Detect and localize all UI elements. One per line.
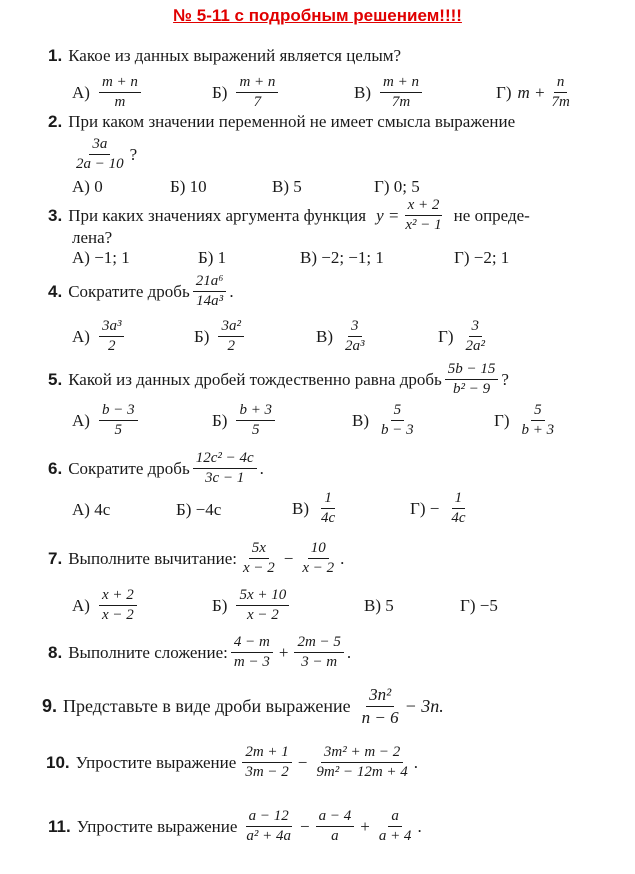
denominator: 7m	[391, 94, 411, 111]
question-text: Какой из данных дробей тождественно равна дробь	[68, 369, 442, 389]
q3-option-b: Б) 1	[198, 248, 227, 267]
question-number: 4.	[48, 281, 63, 301]
question-number: 3.	[48, 205, 63, 225]
question-text: Упростите выражение	[76, 816, 238, 836]
option-label: В)	[352, 410, 369, 430]
fraction	[99, 318, 125, 356]
numerator: 3m² + m − 2	[321, 744, 403, 763]
option-label: Г)	[438, 326, 454, 346]
question-number: 2.	[48, 112, 63, 131]
q6-option-c	[292, 490, 341, 528]
fraction	[99, 402, 138, 440]
denominator: b + 3	[521, 422, 555, 439]
option-label: В)	[292, 498, 309, 518]
fraction	[218, 318, 244, 356]
operator: +	[278, 642, 289, 662]
question-6	[48, 450, 264, 488]
numerator: 3	[469, 318, 483, 337]
q1-option-a	[72, 74, 144, 112]
question-9	[42, 685, 444, 727]
question-mark: ?	[501, 369, 509, 389]
denominator: 2a³	[345, 338, 365, 355]
option-label: Б)	[212, 82, 228, 102]
fraction	[448, 490, 468, 528]
denominator: 3c − 1	[205, 470, 245, 487]
fraction	[236, 587, 289, 625]
question-text: Упростите выражение	[75, 752, 237, 772]
question-text: Какое из данных выражений является целым?	[68, 46, 402, 65]
operator: −	[300, 816, 310, 836]
option-label: А)	[72, 595, 90, 615]
question-number: 7.	[48, 548, 63, 568]
q2-option-c: В) 5	[272, 177, 302, 196]
fraction	[318, 490, 338, 528]
question-text: Представьте в виде дроби выражение	[63, 695, 351, 716]
question-2	[48, 112, 515, 132]
question-8	[48, 634, 351, 672]
option-label: В)	[354, 82, 371, 102]
question-text-tail: не опреде-	[453, 205, 530, 225]
denominator: 2	[227, 338, 235, 355]
denominator: 2a − 10	[76, 156, 124, 173]
numerator: 5x	[249, 540, 269, 559]
numerator: b − 3	[99, 402, 138, 421]
page-title: № 5-11 с подробным решением!!!!	[173, 6, 462, 25]
fraction	[445, 361, 499, 399]
denominator: 3 − m	[301, 654, 338, 671]
option-label: А)	[72, 410, 90, 430]
q2-option-a: А) 0	[72, 177, 103, 196]
option-label: А)	[72, 82, 90, 102]
denominator: a	[331, 828, 339, 845]
function-name: y =	[376, 205, 400, 225]
q3-option-g: Г) −2; 1	[454, 248, 510, 267]
question-text: Сократите дробь	[68, 458, 190, 478]
numerator: b + 3	[236, 402, 275, 421]
numerator: 3a³	[99, 318, 125, 337]
punctuation: .	[340, 548, 345, 568]
fraction	[99, 74, 141, 112]
numerator: a − 4	[316, 808, 355, 827]
q7-option-a	[72, 587, 140, 625]
denominator: 9m² − 12m + 4	[316, 764, 408, 781]
numerator: 12c² − 4c	[193, 450, 257, 469]
expression-tail: − 3n.	[404, 695, 444, 716]
question-10	[46, 744, 418, 782]
question-number: 11.	[48, 816, 71, 836]
denominator: x − 2	[302, 560, 335, 577]
fraction	[359, 685, 402, 727]
question-5	[48, 361, 509, 399]
numerator: 1	[452, 490, 466, 509]
fraction	[242, 744, 291, 782]
denominator: b² − 9	[453, 381, 491, 398]
q4-option-b	[194, 318, 247, 356]
denominator: b − 3	[381, 422, 414, 439]
fraction	[380, 74, 422, 112]
denominator: 4c	[451, 510, 466, 527]
punctuation: .	[229, 281, 234, 301]
denominator: 7	[253, 94, 262, 111]
question-3	[48, 197, 530, 235]
question-number: 5.	[48, 369, 63, 389]
question-11	[48, 808, 422, 846]
numerator: 10	[308, 540, 329, 559]
denominator: a + 4	[378, 828, 412, 845]
q5-option-a	[72, 402, 141, 440]
option-label: Г)	[494, 410, 510, 430]
fraction	[193, 450, 257, 488]
q3-option-c: В) −2; −1; 1	[300, 248, 384, 267]
numerator: 2m + 1	[242, 744, 291, 763]
fraction	[294, 634, 343, 672]
q2-expression	[70, 136, 137, 174]
numerator: 3	[348, 318, 362, 337]
q6-option-a: А) 4c	[72, 500, 111, 519]
denominator: 14a³	[196, 293, 224, 310]
numerator: 3n²	[366, 685, 394, 707]
numerator: n	[554, 74, 568, 93]
numerator: 5b − 15	[445, 361, 499, 380]
q7-option-g: Г) −5	[460, 596, 498, 615]
q5-option-b	[212, 402, 278, 440]
denominator: m − 3	[233, 654, 270, 671]
fraction	[519, 402, 558, 440]
question-text: При каком значении переменной не имеет смысла выражение	[68, 112, 516, 131]
numerator: x + 2	[405, 197, 443, 216]
denominator: 5	[252, 422, 260, 439]
q5-option-g	[494, 402, 560, 440]
q1-option-c	[354, 74, 425, 112]
numerator: x + 2	[99, 587, 137, 606]
question-text: Выполните сложение:	[68, 642, 228, 662]
q4-option-a	[72, 318, 127, 356]
denominator: x² − 1	[405, 217, 442, 234]
numerator: a	[388, 808, 402, 827]
fraction	[236, 402, 275, 440]
question-number: 8.	[48, 642, 63, 662]
fraction	[193, 273, 227, 311]
q3-option-a: А) −1; 1	[72, 248, 130, 267]
fraction	[243, 808, 294, 846]
question-number: 1.	[48, 46, 63, 65]
denominator: 3m − 2	[245, 764, 289, 781]
operator: −	[297, 752, 308, 772]
option-label: Г) −	[410, 498, 440, 518]
denominator: 5	[114, 422, 123, 439]
q3-continuation: лена?	[72, 228, 113, 247]
q6-option-g	[410, 490, 472, 528]
option-label: Г)	[496, 82, 512, 102]
q4-option-g	[438, 318, 491, 356]
question-text: Сократите дробь	[68, 281, 190, 301]
fraction	[463, 318, 489, 356]
option-label: Б)	[212, 595, 228, 615]
operator: −	[283, 548, 294, 568]
numerator: 5	[531, 402, 545, 421]
numerator: 5x + 10	[236, 587, 289, 606]
fraction	[378, 402, 417, 440]
fraction	[376, 808, 415, 846]
q1-option-b	[212, 74, 281, 112]
operator: +	[360, 816, 370, 836]
q1-option-g	[496, 74, 576, 112]
numerator: m + n	[380, 74, 422, 93]
q5-option-c	[352, 402, 420, 440]
q2-option-b: Б) 10	[170, 177, 207, 196]
option-label: В)	[316, 326, 333, 346]
question-text: Выполните вычитание:	[68, 548, 237, 568]
numerator: 5	[391, 402, 405, 421]
punctuation: .	[417, 816, 422, 836]
option-label: Б)	[194, 326, 210, 346]
numerator: a − 12	[246, 808, 292, 827]
question-1	[48, 46, 401, 66]
denominator: x − 2	[101, 607, 134, 624]
denominator: 7m	[551, 94, 570, 111]
question-7	[48, 540, 344, 578]
denominator: x − 2	[246, 607, 279, 624]
fraction	[73, 136, 127, 174]
denominator: 2a²	[465, 338, 485, 355]
numerator: 3a	[89, 136, 110, 155]
fraction	[299, 540, 337, 578]
q6-option-b: Б) −4c	[176, 500, 222, 519]
denominator: a² + 4a	[246, 828, 291, 845]
option-label: А)	[72, 326, 90, 346]
numerator: 3a²	[218, 318, 244, 337]
option-label: Б)	[212, 410, 228, 430]
question-text: При каких значениях аргумента функция	[68, 205, 367, 225]
q7-option-c: В) 5	[364, 596, 394, 615]
numerator: 4 − m	[231, 634, 273, 653]
question-mark: ?	[129, 144, 138, 164]
question-number: 9.	[42, 695, 58, 716]
q4-option-c	[316, 318, 371, 356]
punctuation: .	[259, 458, 264, 478]
question-number: 10.	[46, 752, 70, 772]
fraction	[231, 634, 273, 672]
fraction	[240, 540, 278, 578]
denominator: n − 6	[361, 707, 399, 727]
numerator: 21a⁶	[193, 273, 227, 292]
numerator: 2m − 5	[294, 634, 343, 653]
fraction	[313, 744, 410, 782]
question-number: 6.	[48, 458, 63, 478]
fraction	[99, 587, 137, 625]
punctuation: .	[413, 752, 419, 772]
q7-option-b	[212, 587, 292, 625]
fraction	[342, 318, 368, 356]
numerator: m + n	[99, 74, 141, 93]
expression-prefix: m +	[517, 82, 546, 102]
fraction	[236, 74, 278, 112]
denominator: m	[114, 94, 126, 111]
numerator: m + n	[236, 74, 278, 93]
denominator: x − 2	[242, 560, 275, 577]
fraction	[316, 808, 355, 846]
denominator: 2	[107, 338, 116, 355]
fraction	[549, 74, 573, 112]
numerator: 1	[321, 490, 335, 509]
fraction	[402, 197, 444, 235]
punctuation: .	[346, 642, 352, 662]
denominator: 4c	[321, 510, 336, 527]
q2-option-g: Г) 0; 5	[374, 177, 420, 196]
question-4	[48, 273, 234, 311]
